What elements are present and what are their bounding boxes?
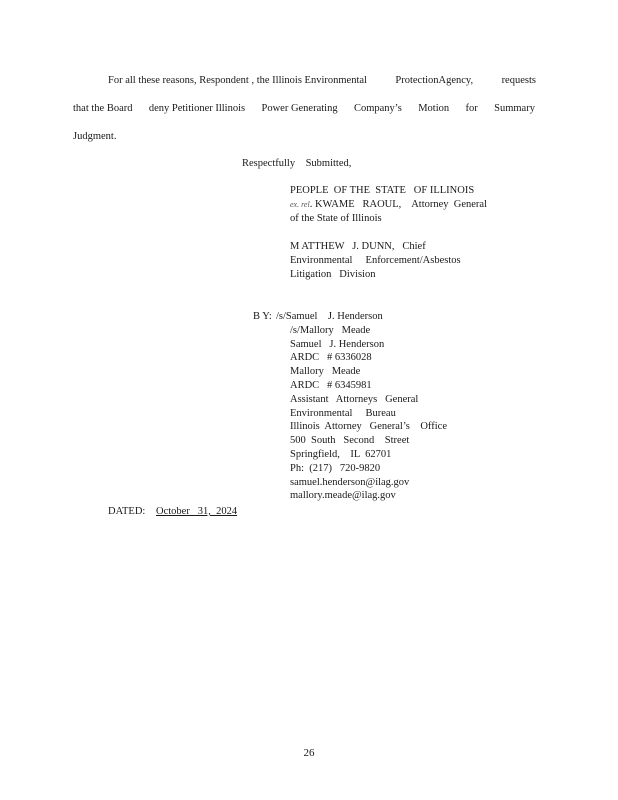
ex-rel-text: ex. rel: [290, 199, 310, 209]
chief-line-3: Litigation Division: [290, 268, 376, 280]
email-line: samuel.henderson@ilag.gov: [290, 476, 410, 488]
people-line-1: PEOPLE OF THE STATE OF ILLINOIS: [290, 185, 475, 196]
paragraph-line-3: Judgment.: [73, 131, 117, 142]
by-label: B Y:: [253, 311, 272, 322]
detail-line: Springfield, IL 62701: [290, 448, 392, 460]
people-line-3: of the State of Illinois: [290, 212, 382, 224]
paragraph-line-2-part-c: Power Generating: [261, 103, 338, 114]
page-number: 26: [303, 747, 315, 759]
paragraph-line-1: [108, 74, 536, 87]
detail-line: ARDC # 6336028: [290, 352, 372, 364]
detail-line: Environmental Bureau: [290, 407, 396, 419]
paragraph-line-2-part-d: Company’s: [353, 103, 402, 114]
paragraph-line-2-part-f: for: [465, 103, 478, 114]
paragraph-line-2: [73, 102, 535, 115]
detail-line: Ph: (217) 720-9820: [290, 462, 381, 474]
dated-label: DATED:: [108, 506, 146, 517]
detail-line: ARDC # 6345981: [290, 379, 372, 391]
signature-2: /s/Mallory Meade: [290, 324, 371, 336]
detail-line: Samuel J. Henderson: [290, 338, 385, 350]
detail-line: Illinois Attorney General’s Office: [290, 421, 447, 433]
paragraph-line-2-part-b: deny Petitioner Illinois: [148, 103, 246, 114]
chief-line-1: M ATTHEW J. DUNN, Chief: [290, 241, 426, 252]
paragraph-line-1-part-b: ProtectionAgency,: [395, 75, 474, 86]
signature-1: /s/Samuel J. Henderson: [276, 311, 383, 322]
people-line-2: [290, 198, 487, 212]
paragraph-line-1-part-c: requests: [501, 75, 536, 86]
attorney-details-block: [290, 324, 447, 503]
detail-line: 500 South Second Street: [290, 435, 410, 447]
chief-line-2: Environmental Enforcement/Asbestos: [290, 254, 461, 266]
dated-value: October 31, 2024: [156, 506, 238, 517]
people-line-2-rest: . KWAME RAOUL, Attorney General: [309, 198, 488, 210]
detail-line: Assistant Attorneys General: [290, 393, 419, 405]
closing-respectfully-submitted: Respectfully Submitted,: [242, 158, 352, 169]
paragraph-line-2-part-g: Summary: [494, 103, 535, 114]
paragraph-line-2-part-e: Motion: [418, 103, 450, 114]
people-block: [290, 184, 487, 225]
chief-block: [290, 240, 461, 281]
detail-line: Mallory Meade: [290, 366, 361, 378]
paragraph-line-2-part-a: that the Board: [73, 103, 133, 114]
paragraph-line-1-part-a: For all these reasons, Respondent , the Illinois Environmental: [108, 75, 367, 86]
signature-block: [276, 310, 383, 324]
email-line: mallory.meade@ilag.gov: [290, 490, 396, 502]
